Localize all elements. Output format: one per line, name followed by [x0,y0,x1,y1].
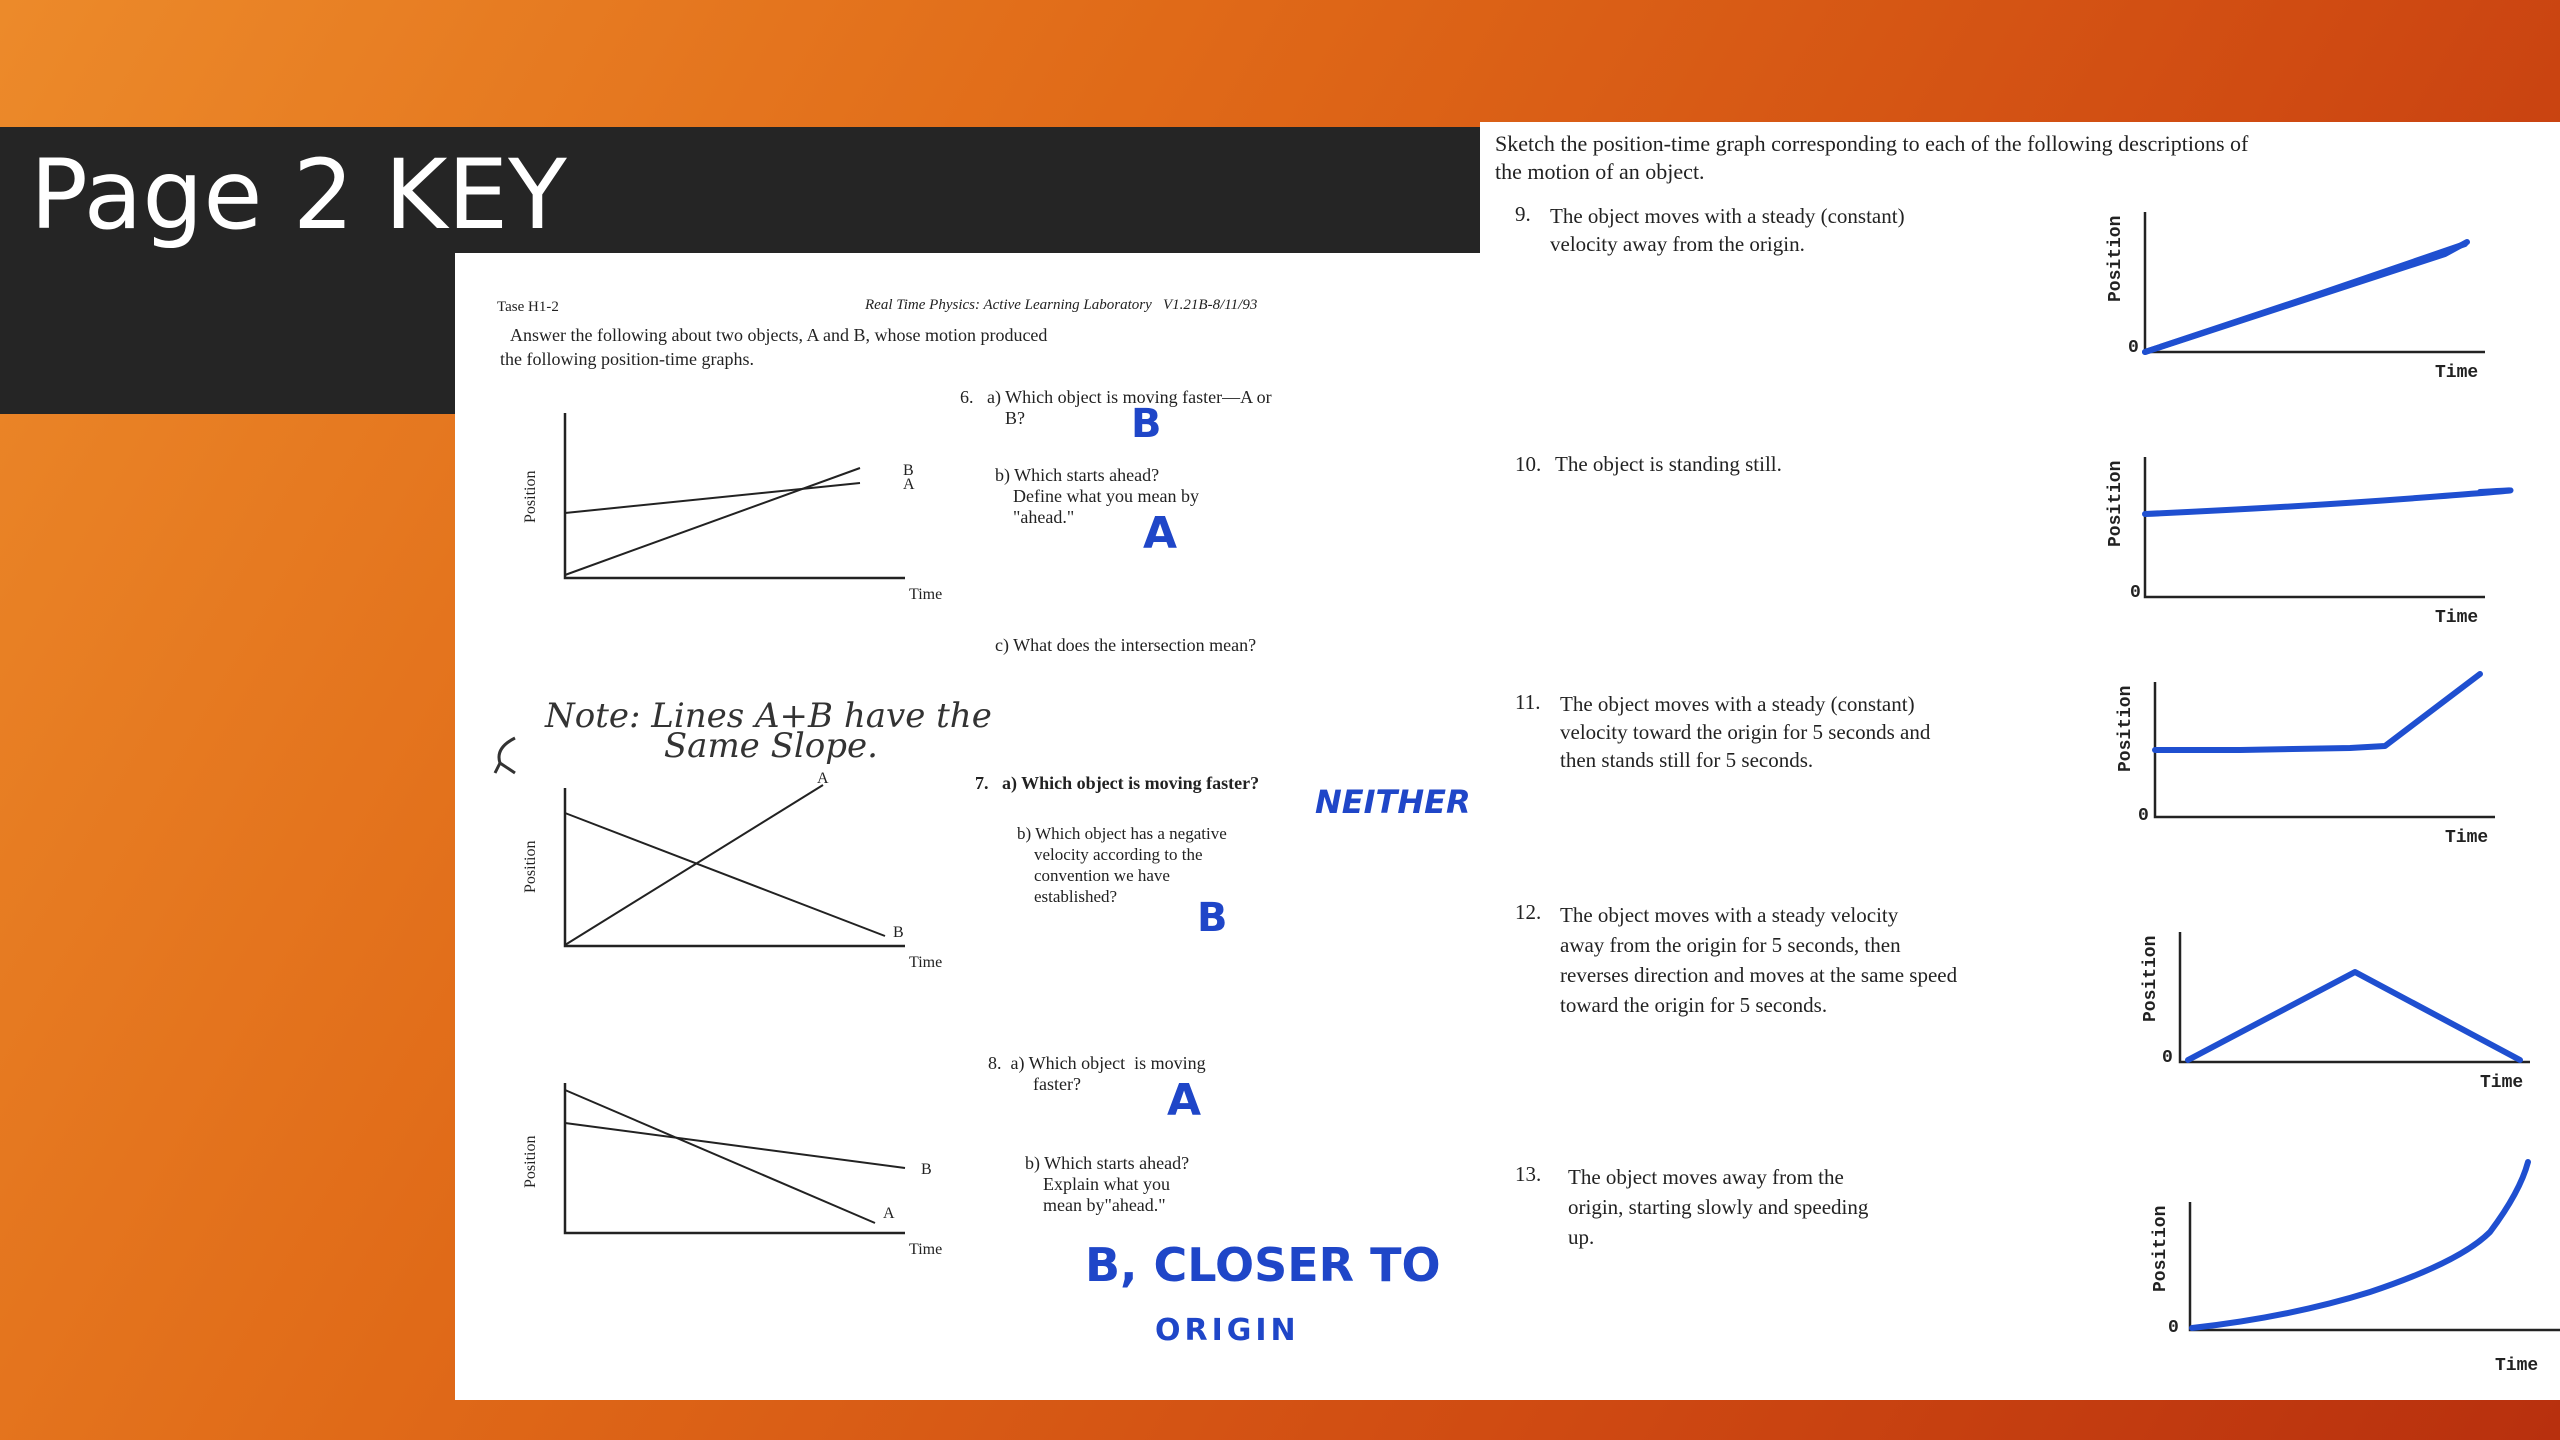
question-8b: b) Which starts ahead? Explain what you mean by"ahead." [1025,1153,1190,1215]
question-8a: 8. a) Which object is moving faster? [988,1053,1206,1094]
question-11-text: The object moves with a steady (constant) velocity toward the origin for 5 seconds and then stands still for 5 seconds. [1560,692,1931,772]
line-label-b: B [893,924,904,941]
sheet-header-left: Tase H1-2 [497,299,559,315]
line-label-a: A [883,1205,895,1222]
instructions: Sketch the position-time graph corresponding to each of the following descriptions of the motion of an object. [1495,131,2249,184]
axis-label-position: Position [522,470,539,523]
intro-line-1: Answer the following about two objects, A and B, whose motion produced [510,325,1048,345]
axis-zero: 0 [2168,1318,2179,1338]
answer-8b-line-1: B, CLOSER TO [1085,1238,1441,1292]
axis-label-time: Time [909,1241,943,1258]
answer-7a: NEITHER [1315,783,1471,821]
graph-q9 [2100,192,2550,383]
left-worksheet [455,253,1485,1400]
line-label-b: B [903,462,914,479]
question-6c: c) What does the intersection mean? [995,635,1257,655]
answer-6b: A [1143,508,1178,559]
axis-zero: 0 [2138,806,2149,826]
axis-label-position: Position [2141,935,2161,1022]
axis-label-time: Time [2435,608,2479,628]
slide-title: Page 2 KEY [30,139,567,251]
question-7b: b) Which object has a negative velocity according to the convention we have established? [1017,824,1227,906]
axis-label-position: Position [522,840,539,893]
axis-label-position: Position [522,1135,539,1188]
graph-q13 [2110,1132,2560,1376]
axis-label-time: Time [2445,828,2489,848]
question-10-text: The object is standing still. [1555,452,1782,476]
axis-label-position: Position [2116,685,2136,772]
handwritten-note: Note: Lines A+B have the Same Slope. [545,696,992,766]
question-11-number: 11. [1515,690,1541,714]
question-12-text: The object moves with a steady velocity away from the origin for 5 seconds, then reverses direction and moves at the same speed toward the origin for 5 seconds. [1560,903,1958,1017]
axis-zero: 0 [2128,338,2139,358]
line-label-a: A [817,770,829,787]
graph-q6 [505,403,943,603]
axis-label-time: Time [2495,1356,2539,1376]
answer-8a: A [1167,1075,1202,1126]
question-6a: 6. a) Which object is moving faster—A or B? [960,387,1272,428]
axis-label-time: Time [2435,363,2479,383]
question-9-text: The object moves with a steady (constant) velocity away from the origin. [1550,204,1905,256]
note-arrow-icon [485,733,535,783]
axis-label-time: Time [909,586,943,603]
line-label-b: B [921,1161,932,1178]
graph-q12 [2110,912,2560,1112]
intro-line-2: the following position-time graphs. [500,349,754,369]
axis-label-position: Position [2151,1205,2171,1292]
question-9-number: 9. [1515,202,1531,226]
graph-q8 [505,1078,943,1258]
answer-6a: B [1131,401,1162,447]
axis-label-position: Position [2106,460,2126,547]
axis-label-time: Time [909,954,943,971]
question-7a: 7. a) Which object is moving faster? [975,773,1260,793]
axis-zero: 0 [2130,583,2141,603]
answer-7b: B [1197,895,1228,941]
graph-q10 [2100,432,2550,628]
axis-label-position: Position [2106,215,2126,302]
graph-q7 [505,770,943,971]
question-13-text: The object moves away from the origin, starting slowly and speeding up. [1568,1165,1869,1249]
answer-8b-line-2: ORIGIN [1155,1313,1300,1348]
axis-zero: 0 [2162,1048,2173,1068]
right-worksheet [1480,122,2560,1400]
question-6b: b) Which starts ahead? Define what you mean by "ahead." [995,465,1199,527]
question-13-number: 13. [1515,1162,1542,1186]
question-12-number: 12. [1515,900,1542,924]
question-10-number: 10. [1515,452,1542,476]
graph-q11 [2100,652,2550,852]
axis-label-time: Time [2480,1073,2524,1093]
sheet-header-right: Real Time Physics: Active Learning Laboratory V1.21B-8/11/93 [865,297,1258,313]
line-label-a: A [903,476,915,493]
